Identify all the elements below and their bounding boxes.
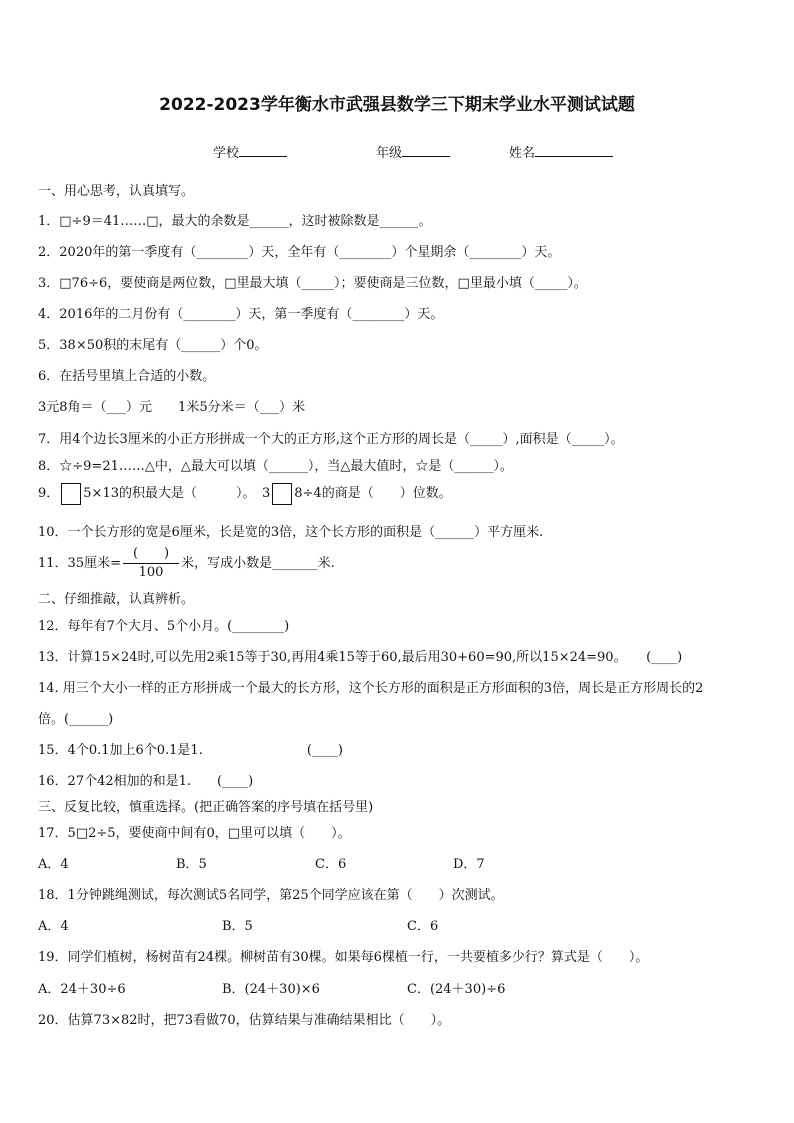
question-16: 16．27个42相加的和是1. (____): [38, 774, 254, 789]
question-19: 19．同学们植树，杨树苗有24棵。柳树苗有30棵。如果每6棵植一行，一共要植多少行？算式是（ ）。: [38, 950, 649, 965]
digit-box[interactable]: [272, 483, 292, 505]
question-11-part-2: 米，写成小数是_______米.: [181, 556, 335, 571]
grade-blank[interactable]: [402, 143, 450, 157]
question-9-part-2: 8÷4的商是（ ）位数。: [294, 486, 452, 501]
question-20: 20．估算73×82时，把73看做70，估算结果与准确结果相比（ ）。: [38, 1013, 451, 1028]
question-18: 18．1分钟跳绳测试，每次测试5名同学，第25个同学应该在第（ ）次测试。: [38, 888, 504, 903]
question-9: [38, 482, 452, 505]
page-title: 2022-2023学年衡水市武强县数学三下期末学业水平测试试题: [159, 95, 635, 115]
question-8: 8．☆÷9=21……△中，△最大可以填（______），当△最大值时，☆是（______）。: [38, 459, 513, 474]
q18-option-a[interactable]: A．4: [38, 919, 69, 934]
q18-option-b[interactable]: B．5: [222, 919, 253, 934]
question-7: 7．用4个边长3厘米的小正方形拼成一个大的正方形,这个正方形的周长是（_____）,面积是（_____）。: [38, 432, 624, 447]
q19-option-a[interactable]: A．24＋30÷6: [38, 982, 126, 997]
grade-field: [376, 142, 450, 161]
school-label: 学校: [213, 146, 240, 161]
question-17: 17．5□2÷5，要使商中间有0，□里可以填（ ）。: [38, 826, 351, 841]
question-3: 3．□76÷6，要使商是两位数，□里最大填（_____）；要使商是三位数，□里最小填（_____）。: [38, 276, 587, 291]
question-12: 12．每年有7个大月、5个小月。(________): [38, 619, 290, 634]
question-5: 5．38×50积的末尾有（______）个0。: [38, 338, 268, 353]
fraction: [123, 545, 179, 582]
question-14-line-2: 倍。(______): [38, 712, 114, 727]
name-label: 姓名: [509, 146, 536, 161]
question-11-part-1: 11．35厘米=: [38, 556, 121, 571]
question-2: 2．2020年的第一季度有（________）天，全年有（________）个星期余（________）天。: [38, 245, 561, 260]
q17-option-a[interactable]: A．4: [38, 857, 69, 872]
school-field: [213, 142, 287, 161]
question-6-blanks: 3元8角＝（___）元 1米5分米＝（___）米: [38, 400, 306, 415]
section-heading-3: 三、反复比较，慎重选择。(把正确答案的序号填在括号里): [38, 800, 374, 815]
fraction-numerator[interactable]: ( ): [123, 545, 179, 564]
question-9-number: 9．: [38, 486, 60, 501]
grade-label: 年级: [376, 146, 403, 161]
question-15: 15．4个0.1加上6个0.1是1. (____): [38, 743, 343, 758]
question-6: 6．在括号里填上合适的小数。: [38, 369, 216, 384]
question-1: 1．□÷9＝41……□，最大的余数是______，这时被除数是______。: [38, 214, 432, 229]
q19-option-b[interactable]: B．(24＋30)×6: [222, 982, 320, 997]
section-heading-2: 二、仔细推敲，认真辨析。: [38, 592, 195, 607]
question-11: [38, 545, 335, 582]
school-blank[interactable]: [239, 143, 287, 157]
question-4: 4．2016年的二月份有（________）天，第一季度有（________）天。: [38, 307, 444, 322]
digit-box[interactable]: [61, 483, 81, 505]
q17-option-d[interactable]: D．7: [453, 857, 485, 872]
name-field: [509, 142, 613, 161]
question-14-line-1: 14. 用三个大小一样的正方形拼成一个最大的长方形，这个长方形的面积是正方形面积的3倍，周长是正方形周长的2: [38, 681, 704, 696]
name-blank[interactable]: [535, 143, 613, 157]
q17-option-c[interactable]: C．6: [315, 857, 347, 872]
section-heading-1: 一、用心思考，认真填写。: [38, 184, 195, 199]
question-10: 10．一个长方形的宽是6厘米，长是宽的3倍，这个长方形的面积是（______）平方厘米.: [38, 525, 544, 540]
question-9-part-1: 5×13的积最大是（ ）。 3: [83, 486, 271, 501]
fraction-denominator: 100: [138, 565, 164, 580]
q18-option-c[interactable]: C．6: [407, 919, 439, 934]
q19-option-c[interactable]: C．(24＋30)÷6: [407, 982, 506, 997]
q17-option-b[interactable]: B．5: [176, 857, 207, 872]
question-13: 13．计算15×24时,可以先用2乘15等于30,再用4乘15等于60,最后用30+60=90,所以15×24=90。 (____): [38, 650, 683, 665]
